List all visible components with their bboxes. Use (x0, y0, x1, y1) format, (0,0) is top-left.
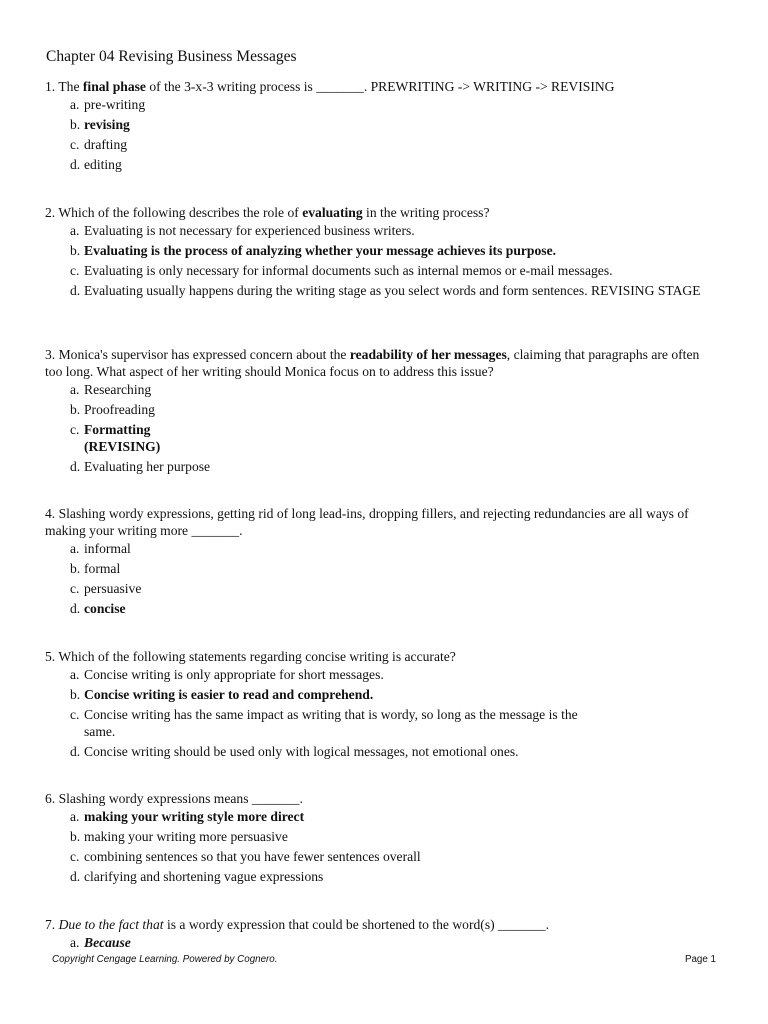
answer-option (45, 540, 718, 557)
option-letter: d. (70, 283, 81, 298)
question-stem (45, 648, 718, 665)
text-run: 1. The (45, 79, 83, 94)
answer-option (45, 262, 718, 279)
option-letter: a. (70, 223, 80, 238)
question-stem (45, 790, 718, 807)
option-letter: a. (70, 667, 80, 682)
text-run: in the writing process? (362, 205, 490, 220)
text-run: 2. Which of the following describes the role of (45, 205, 303, 220)
answer-option (45, 706, 718, 740)
option-letter: c. (70, 849, 80, 864)
question-3 (45, 346, 718, 478)
answer-option (45, 116, 718, 133)
text-run: Evaluating is the process of analyzing whether your message achieves its purpose. (84, 243, 557, 258)
text-run: Formatting (84, 422, 151, 437)
text-run: Proofreading (84, 402, 155, 417)
answer-option (45, 282, 718, 299)
answer-option (45, 580, 718, 597)
answer-option (45, 560, 718, 577)
text-run: Evaluating her purpose (84, 459, 211, 474)
question-stem (45, 505, 718, 539)
option-letter: b. (70, 402, 81, 417)
answer-options (45, 381, 718, 475)
footer-page-number: Page 1 (684, 954, 716, 965)
option-letter: d. (70, 459, 81, 474)
option-letter: c. (70, 137, 80, 152)
text-run: editing (84, 157, 122, 172)
text-run: same. (84, 724, 116, 739)
text-run: drafting (84, 137, 128, 152)
text-run: is a wordy expression that could be shortened to the word(s) _______. (163, 917, 550, 932)
question-stem (45, 346, 718, 380)
text-run: Researching (84, 382, 152, 397)
option-letter: b. (70, 829, 81, 844)
text-run: concise (84, 601, 126, 616)
answer-options (45, 96, 718, 173)
option-letter: b. (70, 561, 81, 576)
option-letter: a. (70, 935, 80, 950)
option-letter: a. (70, 541, 80, 556)
option-letter: d. (70, 869, 81, 884)
option-letter: b. (70, 243, 81, 258)
question-stem (45, 916, 718, 933)
text-run: Evaluating usually happens during the writing stage as you select words and form sentences. REVISING STAGE (84, 283, 701, 298)
page-title: Chapter 04 Revising Business Messages (46, 48, 297, 65)
text-run: final phase (82, 79, 146, 94)
answer-option (45, 156, 718, 173)
text-run: Concise writing should be used only with logical messages, not emotional ones. (84, 744, 519, 759)
answer-options (45, 540, 718, 617)
answer-option (45, 848, 718, 865)
option-letter: a. (70, 809, 80, 824)
answer-option (45, 136, 718, 153)
option-letter: c. (70, 581, 80, 596)
question-6 (45, 790, 718, 888)
answer-option (45, 381, 718, 398)
answer-option (45, 96, 718, 113)
answer-option (45, 808, 718, 825)
text-run: of the 3-x-3 writing process is _______. PREWRITING -> WRITING -> REVISING (145, 79, 615, 94)
option-letter: a. (70, 97, 80, 112)
answer-options (45, 808, 718, 885)
answer-option (45, 242, 718, 259)
text-run: 4. Slashing wordy expressions, getting rid of long lead-ins, dropping fillers, and rejecting redundancies are all ways of making your writing more _______. (45, 506, 689, 538)
text-run: Concise writing is only appropriate for short messages. (84, 667, 384, 682)
question-5 (45, 648, 718, 763)
answer-options (45, 934, 718, 951)
answer-options (45, 222, 718, 299)
option-letter: b. (70, 117, 81, 132)
option-letter: d. (70, 601, 81, 616)
option-letter: c. (70, 263, 80, 278)
text-run: informal (84, 541, 131, 556)
question-2 (45, 204, 718, 302)
answer-option (45, 401, 718, 418)
option-letter: d. (70, 157, 81, 172)
text-run: Evaluating is not necessary for experienced business writers. (84, 223, 415, 238)
question-stem (45, 204, 718, 221)
text-run: (REVISING) (84, 439, 161, 454)
option-letter: c. (70, 707, 80, 722)
option-letter: b. (70, 687, 81, 702)
text-run: Evaluating is only necessary for informal documents such as internal memos or e-mail messages. (84, 263, 613, 278)
question-1 (45, 78, 718, 176)
answer-option (45, 666, 718, 683)
text-run: Because (84, 935, 131, 950)
text-run: readability of her messages (349, 347, 507, 362)
text-run: evaluating (302, 205, 363, 220)
answer-option (45, 686, 718, 703)
text-run: 6. Slashing wordy expressions means _______. (45, 791, 303, 806)
text-run: clarifying and shortening vague expressions (84, 869, 324, 884)
text-run: making your writing more persuasive (84, 829, 288, 844)
text-run: 3. Monica's supervisor has expressed concern about the (45, 347, 350, 362)
question-7 (45, 916, 718, 954)
answer-option (45, 222, 718, 239)
option-letter: a. (70, 382, 80, 397)
option-letter: c. (70, 422, 80, 437)
text-run: 5. Which of the following statements regarding concise writing is accurate? (45, 649, 456, 664)
text-run: making your writing style more direct (84, 809, 305, 824)
text-run: persuasive (84, 581, 142, 596)
question-4 (45, 505, 718, 620)
answer-options (45, 666, 718, 760)
text-run: pre-writing (84, 97, 146, 112)
text-run: , claiming that paragraphs are often too long. What aspect of her writing should Monica focus on to address this issue? (45, 347, 700, 379)
text-run: Due to the fact that (58, 917, 164, 932)
text-run: revising (84, 117, 130, 132)
text-run: 7. (45, 917, 59, 932)
footer-copyright: Copyright Cengage Learning. Powered by Cognero. (52, 954, 278, 965)
answer-option (45, 868, 718, 885)
answer-option (45, 828, 718, 845)
option-letter: d. (70, 744, 81, 759)
answer-option (45, 934, 718, 951)
text-run: formal (84, 561, 121, 576)
answer-option (45, 421, 718, 455)
answer-option (45, 743, 718, 760)
answer-option (45, 600, 718, 617)
text-run: Concise writing is easier to read and comprehend. (84, 687, 374, 702)
answer-option (45, 458, 718, 475)
text-run: combining sentences so that you have fewer sentences overall (84, 849, 421, 864)
question-stem (45, 78, 718, 95)
text-run: Concise writing has the same impact as writing that is wordy, so long as the message is the (84, 707, 578, 722)
